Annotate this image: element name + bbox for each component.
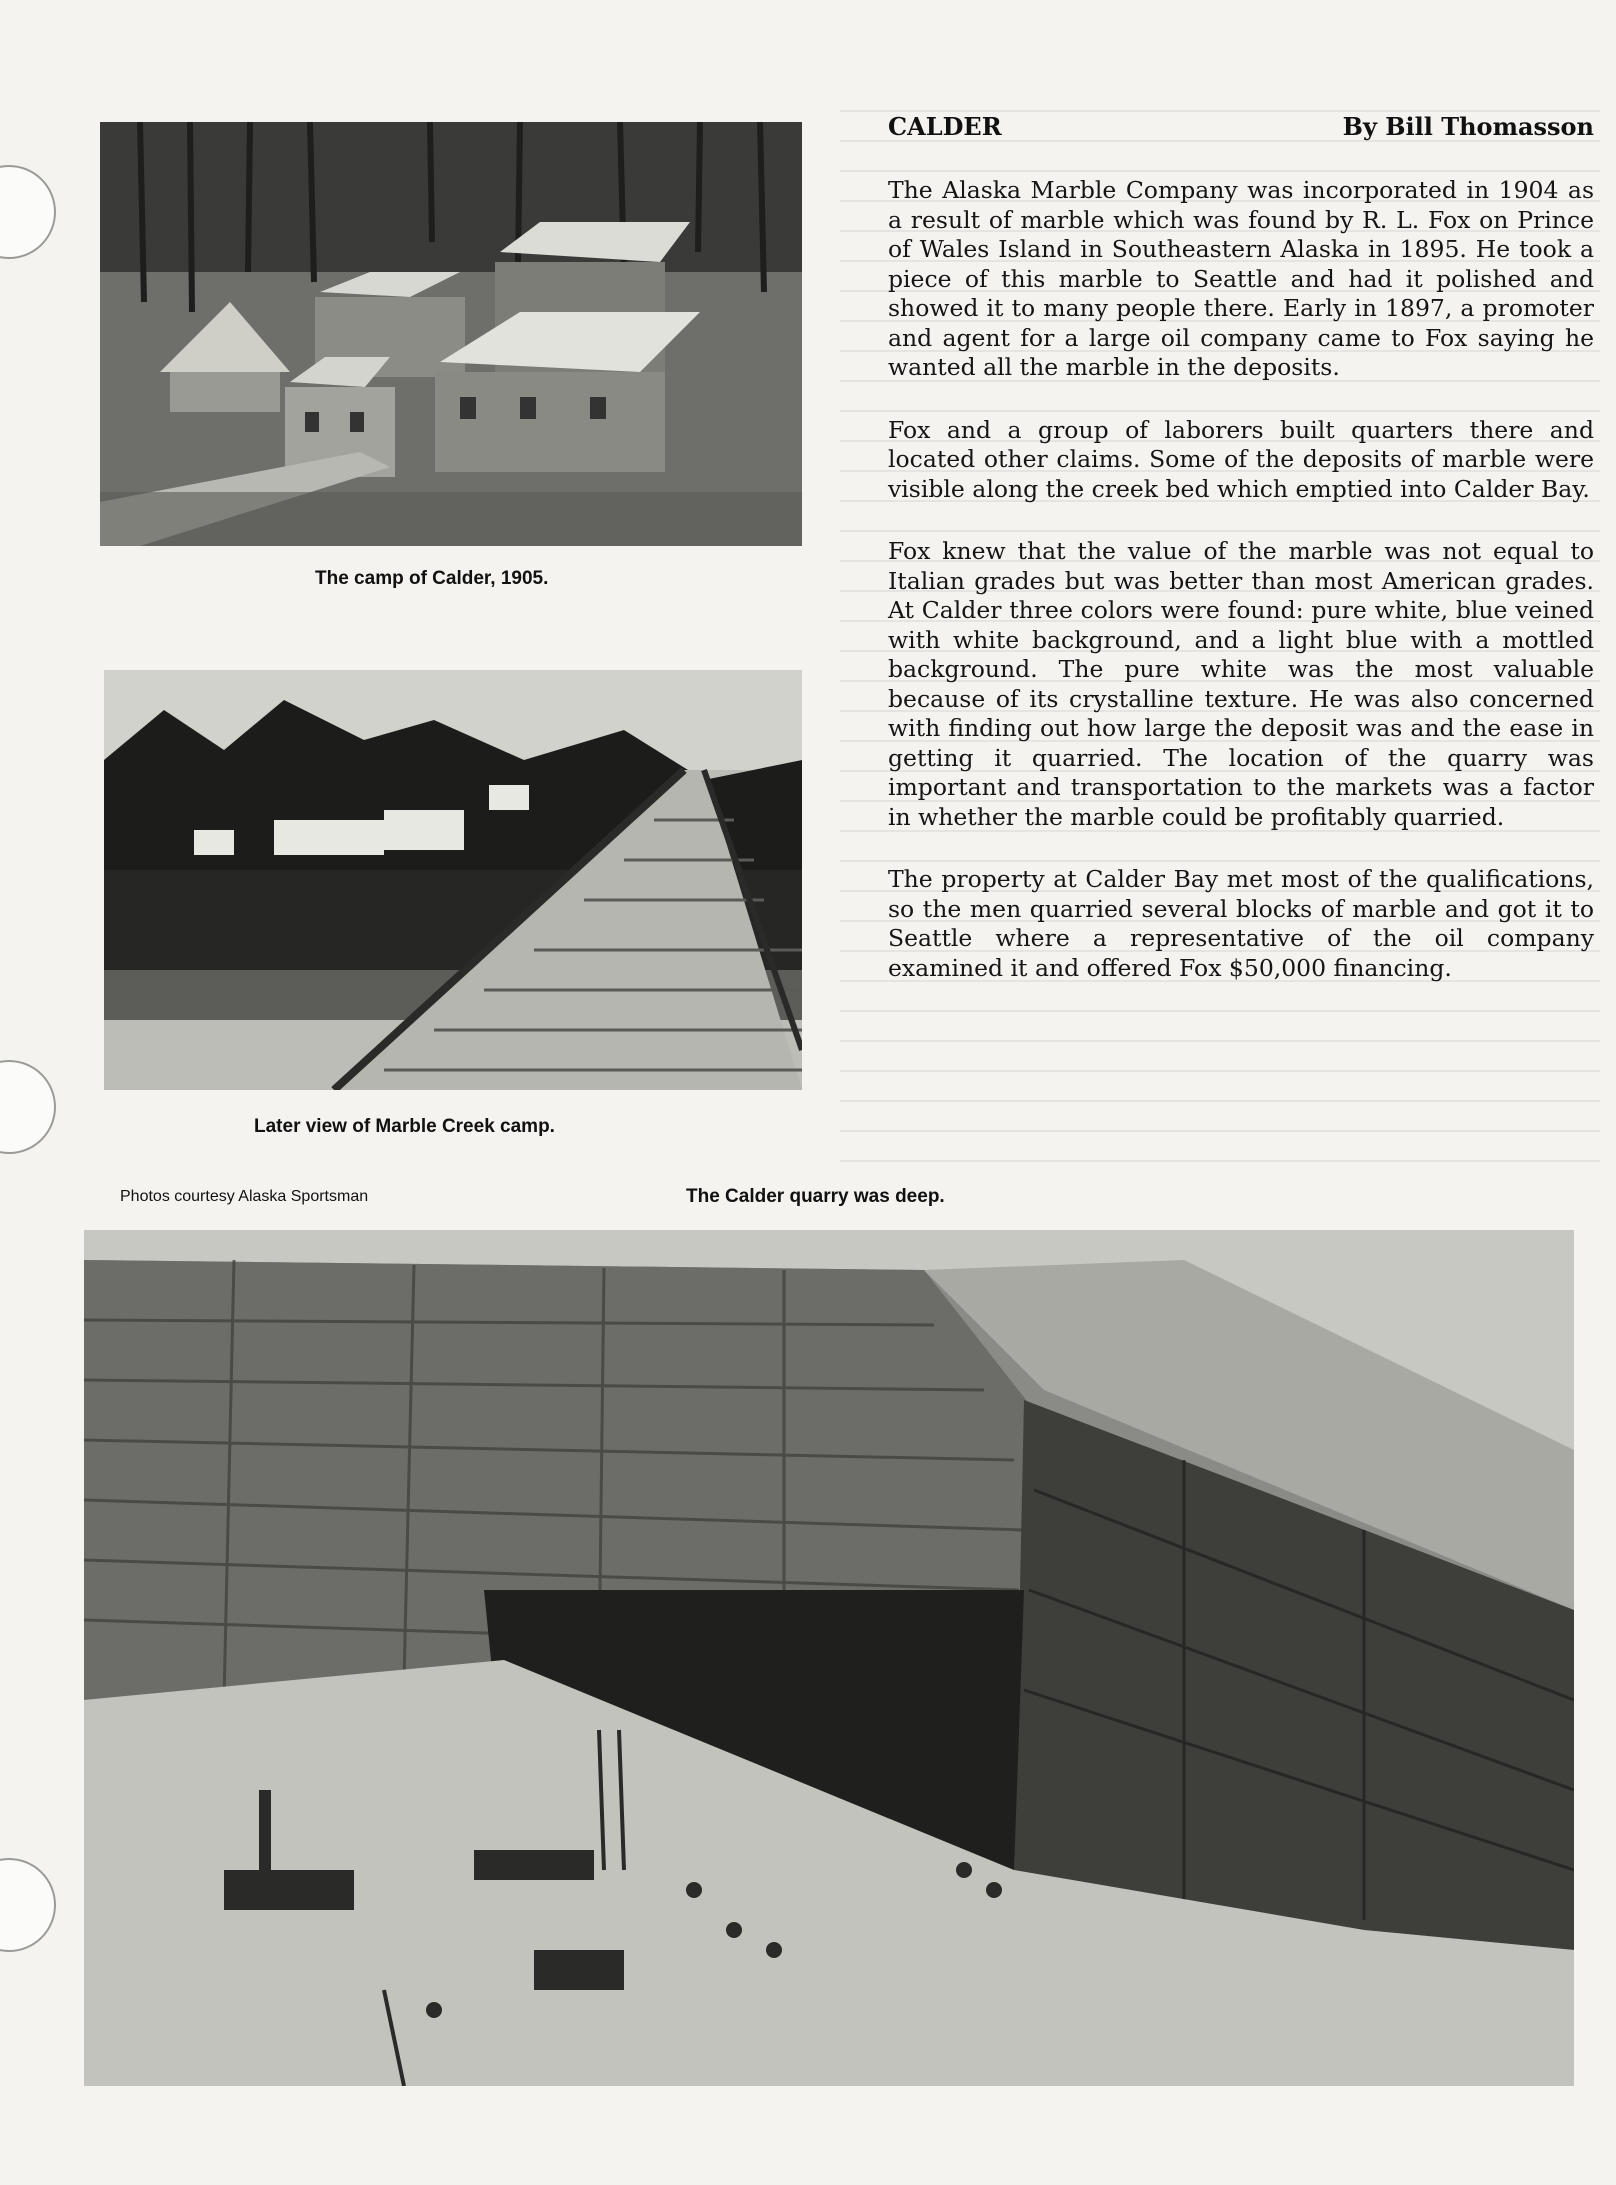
article-paragraph: Fox and a group of laborers built quarters there and located other claims. Some of the deposits of marble were visible along the creek bed which emptied into Calder Bay.	[888, 415, 1594, 503]
marble-creek-photo-caption: Later view of Marble Creek camp.	[254, 1116, 555, 1137]
article-header	[888, 112, 1594, 141]
camp-photo-caption: The camp of Calder, 1905.	[315, 568, 549, 589]
article-title: CALDER	[888, 112, 1002, 141]
calder-quarry-photo	[84, 1230, 1574, 2086]
marble-creek-camp-photo	[104, 670, 802, 1090]
camp-of-calder-photo	[100, 122, 802, 546]
article-paragraph: The Alaska Marble Company was incorporated in 1904 as a result of marble which was found by R. L. Fox on Prince of Wales Island in Southeastern Alaska in 1895. He took a piece of this marble to Seattle and had it polished and showed it to many people there. Early in 1897, a promoter and agent for a large oil company came to Fox saying he wanted all the marble in the deposits.	[888, 176, 1594, 381]
article-byline: By Bill Thomasson	[1342, 112, 1594, 141]
article-paragraph: The property at Calder Bay met most of the qualifications, so the men quarried several blocks of marble and got it to Seattle where a representative of the oil company examined it and offered Fox $50,000 financing.	[888, 865, 1594, 982]
article-body	[888, 176, 1594, 1016]
article-paragraph: Fox knew that the value of the marble was not equal to Italian grades but was better than most American grades. At Calder three colors were found: pure white, blue veined with white background, and a light blue with a mottled background. The pure white was the most valuable because of its crystalline texture. He was also concerned with finding out how large the deposit was and the ease in getting it quarried. The location of the quarry was important and transportation to the markets was a factor in whether the marble could be profitably quarried.	[888, 537, 1594, 831]
binder-hole-top	[0, 165, 56, 259]
binder-hole-bottom	[0, 1858, 56, 1952]
photo-credit: Photos courtesy Alaska Sportsman	[120, 1188, 369, 1205]
binder-hole-middle	[0, 1060, 56, 1154]
quarry-photo-caption: The Calder quarry was deep.	[686, 1186, 945, 1207]
